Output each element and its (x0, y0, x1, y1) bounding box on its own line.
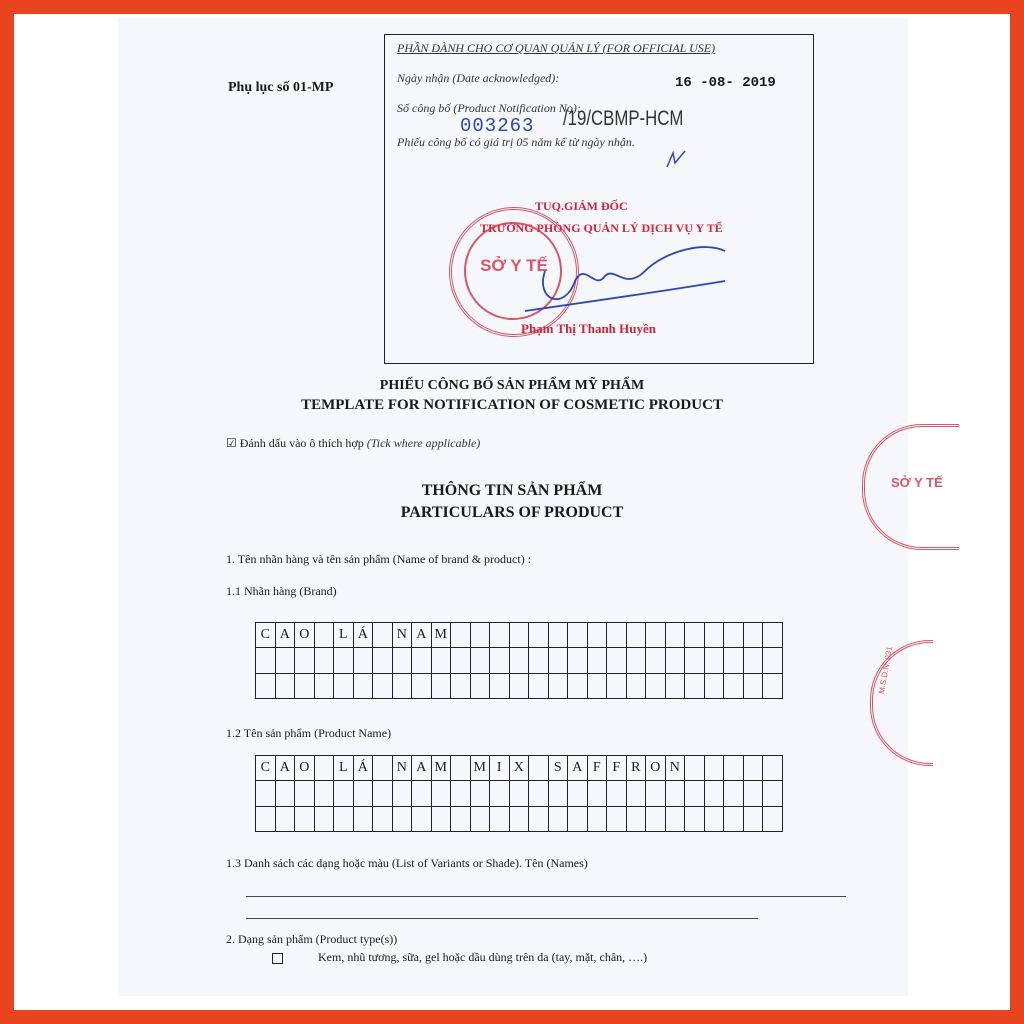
letter-cell (666, 674, 686, 699)
date-acknowledged-label: Ngày nhận (Date acknowledged): (397, 71, 560, 85)
letter-cell (588, 781, 608, 806)
letter-cell (334, 807, 354, 832)
letter-cell (490, 623, 510, 648)
letter-cell (529, 756, 549, 781)
letter-cell: N (666, 756, 686, 781)
letter-cell (724, 623, 744, 648)
letter-cell (451, 674, 471, 699)
letter-cell (685, 781, 705, 806)
letter-cell (373, 674, 393, 699)
letter-cell: Á (354, 623, 374, 648)
letter-cell (354, 674, 374, 699)
letter-cell: N (393, 756, 413, 781)
letter-cell (412, 674, 432, 699)
letter-cell (724, 674, 744, 699)
notification-number-label: Số công bố (Product Notification No): (397, 101, 581, 115)
letter-cell (295, 781, 315, 806)
letter-cell (354, 648, 374, 673)
letter-cell (334, 781, 354, 806)
letter-cell (549, 648, 569, 673)
letter-cell (607, 781, 627, 806)
letter-cell (529, 623, 549, 648)
form-title-vi: PHIẾU CÔNG BỐ SẢN PHẨM MỸ PHẨM (379, 378, 645, 393)
side-seal-top-text: SỞ Y TẾ (891, 475, 943, 490)
letter-cell (315, 781, 335, 806)
letter-cell (256, 674, 276, 699)
letter-cell: C (256, 623, 276, 648)
tick-note (226, 436, 480, 451)
letter-cell (412, 781, 432, 806)
signer-name: Phạm Thị Thanh Huyền (521, 321, 656, 336)
seal-text: SỞ Y TẾ (480, 256, 548, 275)
letter-cell (471, 623, 491, 648)
letter-cell (763, 674, 783, 699)
letter-cell: Á (354, 756, 374, 781)
letter-cell: M (432, 623, 452, 648)
letter-cell (549, 807, 569, 832)
letter-cell (646, 807, 666, 832)
letter-cell (315, 807, 335, 832)
side-seal-bottom-text: M.S.D.N: 031 (877, 645, 895, 695)
letter-cell (744, 807, 764, 832)
letter-cell (412, 807, 432, 832)
letter-cell (705, 756, 725, 781)
letter-cell (685, 648, 705, 673)
letter-cell (763, 623, 783, 648)
letter-cell (724, 781, 744, 806)
signer-title: TUQ.GIÁM ĐỐC (535, 199, 628, 213)
letter-cell: F (607, 756, 627, 781)
letter-cell: R (627, 756, 647, 781)
letter-cell: L (334, 756, 354, 781)
letter-cell (334, 674, 354, 699)
letter-cell: O (295, 623, 315, 648)
notification-number-stamp: 003263 (460, 115, 535, 137)
letter-cell (549, 674, 569, 699)
letter-cell (685, 756, 705, 781)
letter-cell: O (646, 756, 666, 781)
letter-cell (276, 807, 296, 832)
letter-cell (393, 807, 413, 832)
letter-cell (432, 781, 452, 806)
letter-cell (705, 623, 725, 648)
letter-cell (256, 781, 276, 806)
letter-cell (705, 781, 725, 806)
section-title-en: PARTICULARS OF PRODUCT (400, 504, 624, 521)
official-use-box (384, 34, 814, 364)
letter-cell (393, 781, 413, 806)
letter-cell (315, 648, 335, 673)
letter-cell (705, 648, 725, 673)
letter-cell (646, 623, 666, 648)
letter-cell: C (256, 756, 276, 781)
letter-cell (510, 807, 530, 832)
letter-cell: S (549, 756, 569, 781)
letter-cell (393, 674, 413, 699)
letter-cell (315, 623, 335, 648)
letter-cell (354, 781, 374, 806)
item-2-label: 2. Dạng sản phẩm (Product type(s)) (226, 932, 398, 946)
letter-cell: A (412, 756, 432, 781)
letter-cell (627, 807, 647, 832)
letter-cell (471, 781, 491, 806)
letter-cell (315, 674, 335, 699)
letter-cell: L (334, 623, 354, 648)
letter-cell (529, 781, 549, 806)
letter-cell (588, 623, 608, 648)
letter-cell (724, 807, 744, 832)
letter-cell (373, 756, 393, 781)
tick-note-vi: ☑ Đánh dấu vào ô thích hợp (226, 436, 364, 450)
tick-note-en: (Tick where applicable) (366, 436, 481, 450)
letter-cell (627, 674, 647, 699)
letter-cell (510, 781, 530, 806)
letter-cell (295, 674, 315, 699)
variants-line-2 (246, 918, 758, 919)
letter-cell (607, 648, 627, 673)
letter-cell (588, 674, 608, 699)
letter-cell (490, 781, 510, 806)
letter-cell (334, 648, 354, 673)
letter-cell (276, 674, 296, 699)
letter-cell (490, 648, 510, 673)
variants-line-1 (246, 896, 846, 897)
letter-cell (627, 623, 647, 648)
letter-cell (510, 674, 530, 699)
letter-cell: I (490, 756, 510, 781)
letter-cell: F (588, 756, 608, 781)
letter-cell (451, 648, 471, 673)
letter-cell (744, 781, 764, 806)
letter-cell: A (276, 756, 296, 781)
letter-cell (451, 623, 471, 648)
letter-cell (666, 623, 686, 648)
notification-number-code: /19/CBMP-HCM (563, 107, 684, 130)
letter-cell (529, 674, 549, 699)
letter-cell (295, 807, 315, 832)
product-type-checkbox[interactable] (272, 953, 283, 964)
product-name-grid (255, 755, 783, 832)
letter-cell (510, 648, 530, 673)
letter-cell (373, 781, 393, 806)
letter-cell (763, 648, 783, 673)
letter-cell (568, 648, 588, 673)
letter-cell (412, 648, 432, 673)
letter-cell (763, 756, 783, 781)
letter-cell (685, 623, 705, 648)
letter-cell (763, 807, 783, 832)
letter-cell (490, 674, 510, 699)
letter-cell (685, 674, 705, 699)
letter-cell (607, 674, 627, 699)
letter-cell: A (276, 623, 296, 648)
letter-cell (744, 648, 764, 673)
letter-cell (432, 674, 452, 699)
letter-cell (724, 648, 744, 673)
letter-cell: O (295, 756, 315, 781)
letter-cell (471, 674, 491, 699)
letter-cell (666, 648, 686, 673)
letter-cell (549, 623, 569, 648)
letter-cell (744, 674, 764, 699)
letter-cell (373, 648, 393, 673)
letter-cell: M (432, 756, 452, 781)
letter-cell (276, 648, 296, 673)
letter-cell (627, 781, 647, 806)
letter-cell (705, 807, 725, 832)
letter-cell (549, 781, 569, 806)
letter-cell (744, 623, 764, 648)
signature (505, 231, 735, 331)
letter-cell (276, 781, 296, 806)
product-type-option-label: Kem, nhũ tương, sữa, gel hoặc dầu dùng trên da (tay, mặt, chân, ….) (318, 950, 648, 964)
item-1-label: 1. Tên nhãn hàng và tên sản phẩm (Name of brand & product) : (226, 552, 532, 566)
letter-cell (588, 648, 608, 673)
letter-cell (490, 807, 510, 832)
signer-department: TRƯỞNG PHÒNG QUẢN LÝ DỊCH VỤ Y TẾ (480, 221, 723, 235)
letter-cell (724, 756, 744, 781)
letter-cell (256, 807, 276, 832)
form-title-en: TEMPLATE FOR NOTIFICATION OF COSMETIC PRODUCT (301, 397, 723, 413)
letter-cell: M (471, 756, 491, 781)
initial-mark (661, 143, 691, 173)
letter-cell (666, 781, 686, 806)
letter-cell (451, 807, 471, 832)
letter-cell: A (412, 623, 432, 648)
letter-cell (568, 781, 588, 806)
letter-cell (627, 648, 647, 673)
letter-cell (646, 781, 666, 806)
letter-cell: N (393, 623, 413, 648)
letter-cell (373, 807, 393, 832)
date-acknowledged-value: 16 -08- 2019 (675, 75, 776, 91)
item-1-1-label: 1.1 Nhãn hàng (Brand) (226, 584, 337, 598)
letter-cell (471, 807, 491, 832)
letter-cell (529, 648, 549, 673)
brand-grid (255, 622, 783, 699)
letter-cell (432, 648, 452, 673)
section-title-vi: THÔNG TIN SẢN PHẨM (421, 482, 603, 499)
letter-cell (529, 807, 549, 832)
letter-cell (471, 648, 491, 673)
item-1-3-label: 1.3 Danh sách các dạng hoặc màu (List of Variants or Shade). Tên (Names) (226, 856, 588, 870)
letter-cell (666, 807, 686, 832)
letter-cell: A (568, 756, 588, 781)
letter-cell (373, 623, 393, 648)
validity-note: Phiếu công bố có giá trị 05 năm kể từ ngày nhận. (397, 135, 635, 149)
letter-cell (393, 648, 413, 673)
official-use-header: PHẦN DÀNH CHO CƠ QUAN QUẢN LÝ (FOR OFFICIAL USE) (397, 41, 716, 55)
letter-cell (607, 623, 627, 648)
letter-cell (763, 781, 783, 806)
product-type-option (272, 950, 647, 965)
letter-cell (354, 807, 374, 832)
letter-cell (451, 781, 471, 806)
letter-cell (295, 648, 315, 673)
letter-cell (510, 623, 530, 648)
letter-cell (451, 756, 471, 781)
letter-cell (705, 674, 725, 699)
letter-cell (646, 674, 666, 699)
item-1-2-label: 1.2 Tên sản phẩm (Product Name) (226, 726, 392, 740)
letter-cell (607, 807, 627, 832)
letter-cell (588, 807, 608, 832)
appendix-label: Phụ lục số 01-MP (228, 80, 334, 95)
letter-cell (432, 807, 452, 832)
letter-cell (568, 623, 588, 648)
letter-cell (568, 807, 588, 832)
letter-cell: X (510, 756, 530, 781)
letter-cell (744, 756, 764, 781)
letter-cell (568, 674, 588, 699)
letter-cell (256, 648, 276, 673)
letter-cell (315, 756, 335, 781)
letter-cell (646, 648, 666, 673)
letter-cell (685, 807, 705, 832)
